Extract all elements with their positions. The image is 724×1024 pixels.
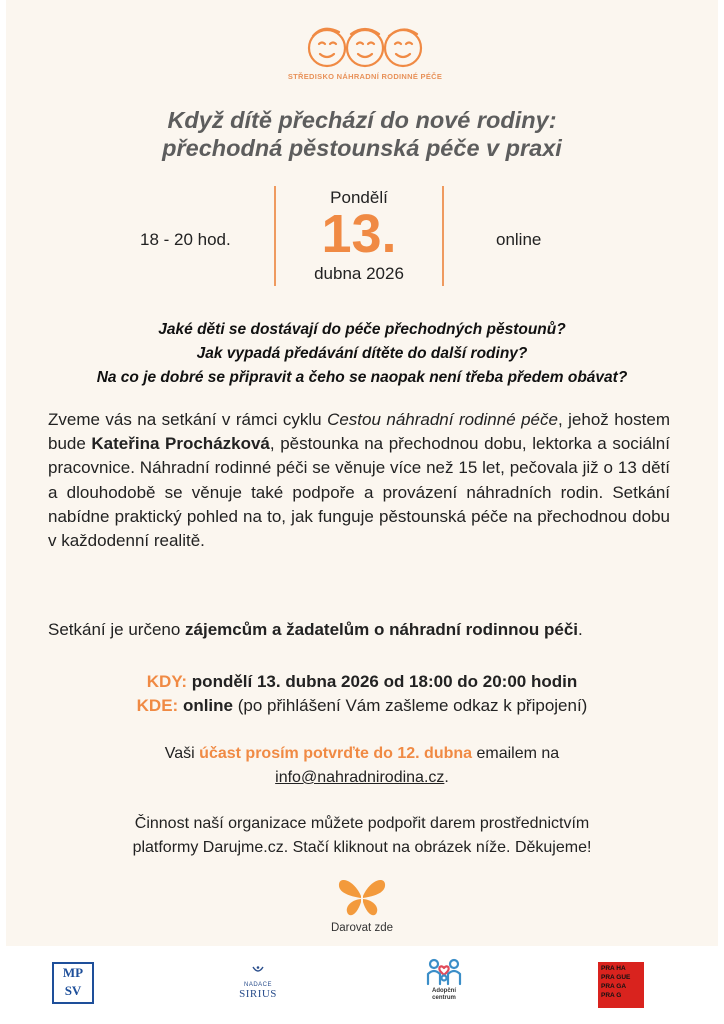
mpsv-logo-line-2: SV (64, 983, 82, 998)
support-line-2: platformy Darujme.cz. Stačí kliknout na obrázek níže. Děkujeme! (132, 839, 592, 856)
adoption-text-1: Adopční (432, 988, 456, 994)
guest-name: Kateřina Procházková (91, 434, 270, 454)
question-2: Jak vypadá předávání dítěte do další rodiny? (196, 345, 528, 362)
intro-text-2: , jehož hostem bude (48, 410, 670, 454)
praha-line-4: PRA G (601, 992, 622, 999)
event-day-number: 13. (321, 204, 397, 264)
organization-name: STŘEDISKO NÁHRADNÍ RODINNÉ PÉČE (287, 72, 443, 81)
family-icon (426, 956, 462, 988)
adoption-text-2: centrum (432, 995, 456, 1001)
email-link[interactable]: info@nahradnirodina.cz (275, 769, 445, 786)
question-3: Na co je dobré se připravit a čeho se naopak není třeba předem obávat? (96, 369, 628, 386)
audience-prefix: Setkání je určeno (48, 620, 186, 639)
where-line (0, 696, 724, 716)
event-time: 18 - 20 hod. (140, 230, 231, 249)
praha-line-3: PRA GA (601, 983, 627, 990)
donate-label[interactable]: Darovat zde (330, 922, 393, 934)
event-day-name: Pondělí (330, 188, 388, 207)
praha-logo (598, 962, 644, 1008)
title-line-2: přechodná pěstounská péče v praxi (162, 135, 562, 161)
three-faces-icon (305, 22, 425, 74)
praha-line-1: PRA HA (601, 965, 626, 972)
donate-button[interactable] (336, 876, 388, 925)
sirius-small-text: NADACE (243, 982, 272, 988)
intro-text-3: , pěstounka na přechodnou dobu, lektorka a sociální pracovnice. Náhradní rodinné péči se věnuje více než 15 let, pečovala již o 13 dětí a dlouhodobě se věnuje také podpoře a provázení náhradních rodin. Setkání nabídne praktický pohled na to, jak funguje pěstounská péče na přechodnou dobu v každodenní realitě. (48, 434, 670, 551)
event-format: online (496, 230, 542, 249)
rsvp-deadline: účast prosím potvrďte do 12. dubna (199, 745, 473, 762)
when-line (0, 672, 724, 692)
audience-target: zájemcům a žadatelům o náhradní rodinnou péči (185, 620, 578, 639)
rsvp-end: . (444, 769, 449, 786)
sirius-star-icon (251, 966, 265, 974)
where-label: KDE: (136, 696, 179, 715)
event-month: dubna 2026 (314, 264, 404, 283)
intro-text-1: Zveme vás na setkání v rámci cyklu (48, 410, 328, 429)
audience-suffix: . (578, 620, 583, 639)
rsvp-block (0, 742, 724, 790)
mpsv-logo-line-1: MP (62, 965, 84, 980)
title-line-1: Když dítě přechází do nové rodiny: (167, 107, 557, 133)
date-divider-right (442, 186, 444, 286)
organization-logo (270, 22, 460, 82)
praha-line-2: PRA GUE (601, 974, 631, 981)
rsvp-suffix: emailem na (472, 745, 560, 762)
when-label: KDY: (146, 672, 188, 691)
when-value: pondělí 13. dubna 2026 od 18:00 do 20:00 hodin (191, 672, 578, 691)
question-1: Jaké děti se dostávají do péče přechodných pěstounů? (158, 321, 566, 338)
where-note: (po přihlášení Vám zašleme odkaz k připojení) (237, 696, 588, 715)
support-text (0, 812, 724, 860)
support-line-1: Činnost naší organizace můžete podpořit darem prostřednictvím (134, 815, 590, 832)
butterfly-icon (336, 876, 388, 920)
sirius-logo (230, 966, 286, 1006)
intro-paragraph (48, 408, 670, 553)
series-name: Cestou náhradní rodinné péče (327, 410, 558, 429)
adoption-center-logo (420, 956, 468, 1012)
sirius-big-text: SIRIUS (239, 988, 277, 1000)
event-title (40, 106, 684, 162)
audience-line (48, 620, 688, 640)
key-questions (30, 318, 694, 390)
where-value: online (182, 696, 233, 715)
rsvp-prefix: Vaši (164, 745, 200, 762)
mpsv-logo (52, 962, 94, 1004)
